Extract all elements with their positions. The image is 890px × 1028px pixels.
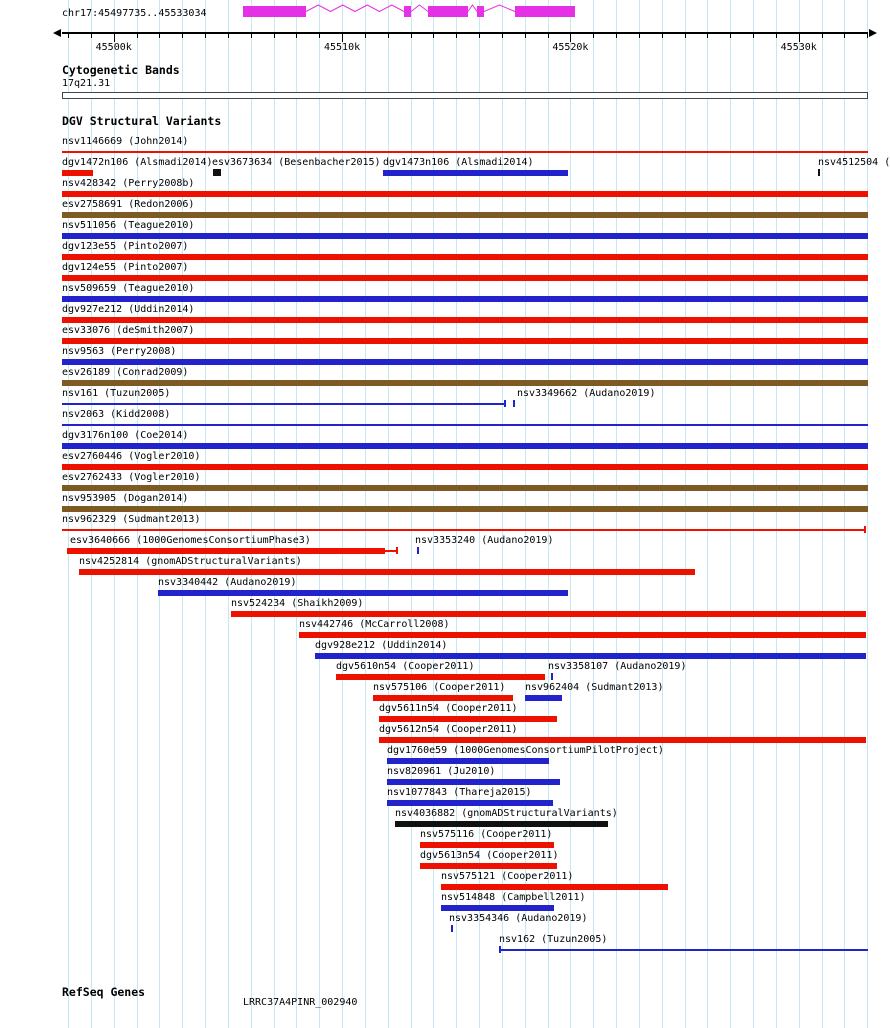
- variant-label[interactable]: esv2762433 (Vogler2010): [62, 472, 201, 483]
- gene-structure[interactable]: [0, 0, 890, 24]
- variant-label[interactable]: esv3673634 (Besenbacher2015): [212, 157, 381, 168]
- ruler-minor-tick: [548, 34, 549, 38]
- gene-intron: [484, 5, 515, 12]
- variant-box[interactable]: [213, 169, 221, 176]
- ruler-right-arrow-icon: [869, 29, 877, 37]
- variant-span-line[interactable]: [499, 949, 868, 951]
- grid-line: [776, 0, 777, 1028]
- grid-line: [388, 0, 389, 1028]
- grid-line: [433, 0, 434, 1028]
- grid-line: [867, 0, 868, 1028]
- ruler-minor-tick: [456, 34, 457, 38]
- gene-exon[interactable]: [477, 6, 484, 17]
- grid-line: [753, 0, 754, 1028]
- variant-bar[interactable]: [315, 653, 866, 659]
- variant-bar[interactable]: [441, 905, 554, 911]
- variant-label[interactable]: dgv3176n100 (Coe2014): [62, 430, 189, 441]
- grid-line: [365, 0, 366, 1028]
- section-title-refseq: RefSeq Genes: [62, 985, 146, 999]
- grid-line: [799, 0, 800, 1028]
- variant-label[interactable]: nsv575106 (Cooper2011): [373, 682, 506, 693]
- variant-label[interactable]: nsv161 (Tuzun2005): [62, 388, 171, 399]
- ruler-minor-tick: [730, 34, 731, 38]
- variant-bar[interactable]: [231, 611, 866, 617]
- variant-label[interactable]: dgv1473n106 (Alsmadi2014): [383, 157, 534, 168]
- variant-label[interactable]: nsv575121 (Cooper2011): [441, 871, 574, 882]
- ruler-major-tick: [570, 34, 571, 42]
- variant-bar[interactable]: [395, 821, 608, 827]
- variant-bar[interactable]: [158, 590, 568, 596]
- variant-bar[interactable]: [62, 317, 868, 323]
- variant-bar[interactable]: [62, 254, 868, 260]
- ruler-minor-tick: [159, 34, 160, 38]
- ruler-minor-tick: [753, 34, 754, 38]
- variant-tick[interactable]: [417, 547, 419, 554]
- ruler-minor-tick: [274, 34, 275, 38]
- ruler-minor-tick: [182, 34, 183, 38]
- ruler-minor-tick: [365, 34, 366, 38]
- variant-bar[interactable]: [525, 695, 562, 701]
- ruler-minor-tick: [822, 34, 823, 38]
- grid-line: [707, 0, 708, 1028]
- gene-intron: [411, 5, 428, 12]
- ruler-tick-label: 45500k: [95, 42, 132, 53]
- variant-label[interactable]: nsv3354346 (Audano2019): [449, 913, 588, 924]
- ruler-minor-tick: [616, 34, 617, 38]
- variant-bar[interactable]: [79, 569, 695, 575]
- variant-bar[interactable]: [62, 170, 93, 176]
- variant-label[interactable]: dgv5613n54 (Cooper2011): [420, 850, 559, 861]
- variant-label[interactable]: nsv2063 (Kidd2008): [62, 409, 171, 420]
- grid-line: [844, 0, 845, 1028]
- section-title-cytobands: Cytogenetic Bands: [62, 63, 180, 77]
- variant-label[interactable]: nsv524234 (Shaikh2009): [231, 598, 364, 609]
- ruler-minor-tick: [388, 34, 389, 38]
- variant-label[interactable]: dgv5610n54 (Cooper2011): [336, 661, 475, 672]
- variant-tick[interactable]: [551, 673, 553, 680]
- variant-tick[interactable]: [396, 547, 398, 554]
- variant-bar[interactable]: [62, 506, 868, 512]
- variant-bar[interactable]: [62, 275, 868, 281]
- gene-exon[interactable]: [428, 6, 468, 17]
- ruler-minor-tick: [319, 34, 320, 38]
- ruler-minor-tick: [502, 34, 503, 38]
- grid-line: [342, 0, 343, 1028]
- variant-label[interactable]: dgv123e55 (Pinto2007): [62, 241, 189, 252]
- variant-bar[interactable]: [441, 884, 668, 890]
- variant-label[interactable]: nsv162 (Tuzun2005): [499, 934, 608, 945]
- ruler-major-tick: [342, 34, 343, 42]
- variant-label[interactable]: nsv4036882 (gnomADStructuralVariants): [395, 808, 618, 819]
- ruler-minor-tick: [91, 34, 92, 38]
- gene-exon[interactable]: [243, 6, 306, 17]
- variant-bar[interactable]: [387, 800, 553, 806]
- cytoband-rect[interactable]: [62, 92, 868, 99]
- variant-label[interactable]: esv2760446 (Vogler2010): [62, 451, 201, 462]
- variant-label[interactable]: dgv1472n106 (Alsmadi2014): [62, 157, 213, 168]
- variant-label[interactable]: nsv4512504 (: [818, 157, 890, 168]
- ruler-minor-tick: [228, 34, 229, 38]
- variant-label[interactable]: nsv1077843 (Thareja2015): [387, 787, 532, 798]
- variant-bar[interactable]: [62, 380, 868, 386]
- variant-label[interactable]: dgv124e55 (Pinto2007): [62, 262, 189, 273]
- variant-bar[interactable]: [387, 779, 560, 785]
- grid-line: [411, 0, 412, 1028]
- ruler-major-tick: [114, 34, 115, 42]
- variant-tick[interactable]: [451, 925, 453, 932]
- ruler-minor-tick: [251, 34, 252, 38]
- ruler-tick-label: 45530k: [780, 42, 817, 53]
- grid-line: [639, 0, 640, 1028]
- gene-exon[interactable]: [404, 6, 411, 17]
- variant-label[interactable]: nsv575116 (Cooper2011): [420, 829, 553, 840]
- grid-line: [616, 0, 617, 1028]
- variant-span-line[interactable]: [62, 403, 505, 405]
- variant-bar[interactable]: [299, 632, 866, 638]
- gene-intron: [306, 5, 404, 12]
- variant-label[interactable]: nsv511056 (Teague2010): [62, 220, 195, 231]
- variant-label[interactable]: nsv962329 (Sudmant2013): [62, 514, 201, 525]
- variant-label[interactable]: nsv953905 (Dogan2014): [62, 493, 189, 504]
- variant-bar[interactable]: [62, 443, 868, 449]
- grid-line: [319, 0, 320, 1028]
- variant-span-line[interactable]: [62, 424, 868, 426]
- variant-bar[interactable]: [420, 842, 554, 848]
- variant-tick[interactable]: [513, 400, 515, 407]
- variant-label[interactable]: dgv1760e59 (1000GenomesConsortiumPilotProject): [387, 745, 664, 756]
- variant-label[interactable]: nsv3349662 (Audano2019): [517, 388, 656, 399]
- ruler-minor-tick: [205, 34, 206, 38]
- grid-line: [205, 0, 206, 1028]
- variant-label[interactable]: nsv3358107 (Audano2019): [548, 661, 687, 672]
- ruler-minor-tick: [593, 34, 594, 38]
- grid-line: [685, 0, 686, 1028]
- grid-line: [593, 0, 594, 1028]
- variant-bar[interactable]: [67, 548, 385, 554]
- ruler-major-tick: [799, 34, 800, 42]
- variant-bar[interactable]: [62, 485, 868, 491]
- variant-label[interactable]: dgv928e212 (Uddin2014): [315, 640, 448, 651]
- ruler-minor-tick: [433, 34, 434, 38]
- variant-bar[interactable]: [62, 464, 868, 470]
- ruler-minor-tick: [662, 34, 663, 38]
- variant-label[interactable]: nsv3353240 (Audano2019): [415, 535, 554, 546]
- variant-label[interactable]: nsv509659 (Teague2010): [62, 283, 195, 294]
- variant-label[interactable]: nsv962404 (Sudmant2013): [525, 682, 664, 693]
- ruler-minor-tick: [525, 34, 526, 38]
- variant-label[interactable]: nsv3340442 (Audano2019): [158, 577, 297, 588]
- variant-bar[interactable]: [62, 212, 868, 218]
- variant-label[interactable]: nsv514848 (Campbell2011): [441, 892, 586, 903]
- variant-bar[interactable]: [62, 296, 868, 302]
- variant-bar[interactable]: [379, 737, 866, 743]
- variant-label[interactable]: dgv5611n54 (Cooper2011): [379, 703, 518, 714]
- variant-label[interactable]: esv2758691 (Redon2006): [62, 199, 195, 210]
- grid-line: [251, 0, 252, 1028]
- variant-tick[interactable]: [818, 169, 820, 176]
- grid-line: [662, 0, 663, 1028]
- ruler-tick-label: 45510k: [323, 42, 361, 53]
- variant-bar[interactable]: [62, 359, 868, 365]
- ruler-minor-tick: [68, 34, 69, 38]
- variant-bar[interactable]: [62, 338, 868, 344]
- variant-bar[interactable]: [387, 758, 549, 764]
- variant-label[interactable]: nsv4252814 (gnomADStructuralVariants): [79, 556, 302, 567]
- variant-bar[interactable]: [379, 716, 557, 722]
- variant-label[interactable]: nsv428342 (Perry2008b): [62, 178, 195, 189]
- variant-bar[interactable]: [62, 233, 868, 239]
- grid-line: [730, 0, 731, 1028]
- grid-line: [822, 0, 823, 1028]
- grid-line: [274, 0, 275, 1028]
- section-title-dgv: DGV Structural Variants: [62, 114, 222, 128]
- variant-label[interactable]: esv33076 (deSmith2007): [62, 325, 195, 336]
- variant-tick[interactable]: [864, 526, 866, 533]
- ruler-minor-tick: [137, 34, 138, 38]
- ruler-line: [62, 32, 868, 34]
- ruler-left-arrow-icon: [53, 29, 61, 37]
- variant-label[interactable]: dgv927e212 (Uddin2014): [62, 304, 195, 315]
- gene-exon[interactable]: [515, 6, 575, 17]
- variant-span-line[interactable]: [62, 529, 866, 531]
- ruler-tick-label: 45520k: [552, 42, 589, 53]
- variant-label[interactable]: esv26189 (Conrad2009): [62, 367, 189, 378]
- ruler-minor-tick: [296, 34, 297, 38]
- ruler-minor-tick: [776, 34, 777, 38]
- variant-label[interactable]: nsv820961 (Ju2010): [387, 766, 496, 777]
- variant-label[interactable]: nsv9563 (Perry2008): [62, 346, 177, 357]
- cytoband-label: 17q21.31: [62, 78, 111, 89]
- grid-line: [296, 0, 297, 1028]
- variant-bar[interactable]: [420, 863, 557, 869]
- ruler-minor-tick: [479, 34, 480, 38]
- variant-bar[interactable]: [373, 695, 513, 701]
- ruler-minor-tick: [685, 34, 686, 38]
- gene-label[interactable]: LRRC37A4PINR_002940: [243, 997, 358, 1008]
- variant-bar[interactable]: [336, 674, 545, 680]
- variant-label[interactable]: nsv1146669 (John2014): [62, 136, 189, 147]
- gene-intron: [468, 5, 477, 12]
- ruler-minor-tick: [707, 34, 708, 38]
- variant-label[interactable]: esv3640666 (1000GenomesConsortiumPhase3): [70, 535, 311, 546]
- variant-span-line[interactable]: [62, 151, 868, 153]
- ruler-minor-tick: [844, 34, 845, 38]
- ruler-minor-tick: [411, 34, 412, 38]
- variant-bar[interactable]: [62, 191, 868, 197]
- grid-line: [228, 0, 229, 1028]
- ruler-minor-tick: [639, 34, 640, 38]
- region-coordinates: chr17:45497735..45533034: [62, 8, 207, 19]
- variant-bar[interactable]: [383, 170, 568, 176]
- variant-label[interactable]: nsv442746 (McCarroll2008): [299, 619, 450, 630]
- variant-tick[interactable]: [504, 400, 506, 407]
- variant-label[interactable]: dgv5612n54 (Cooper2011): [379, 724, 518, 735]
